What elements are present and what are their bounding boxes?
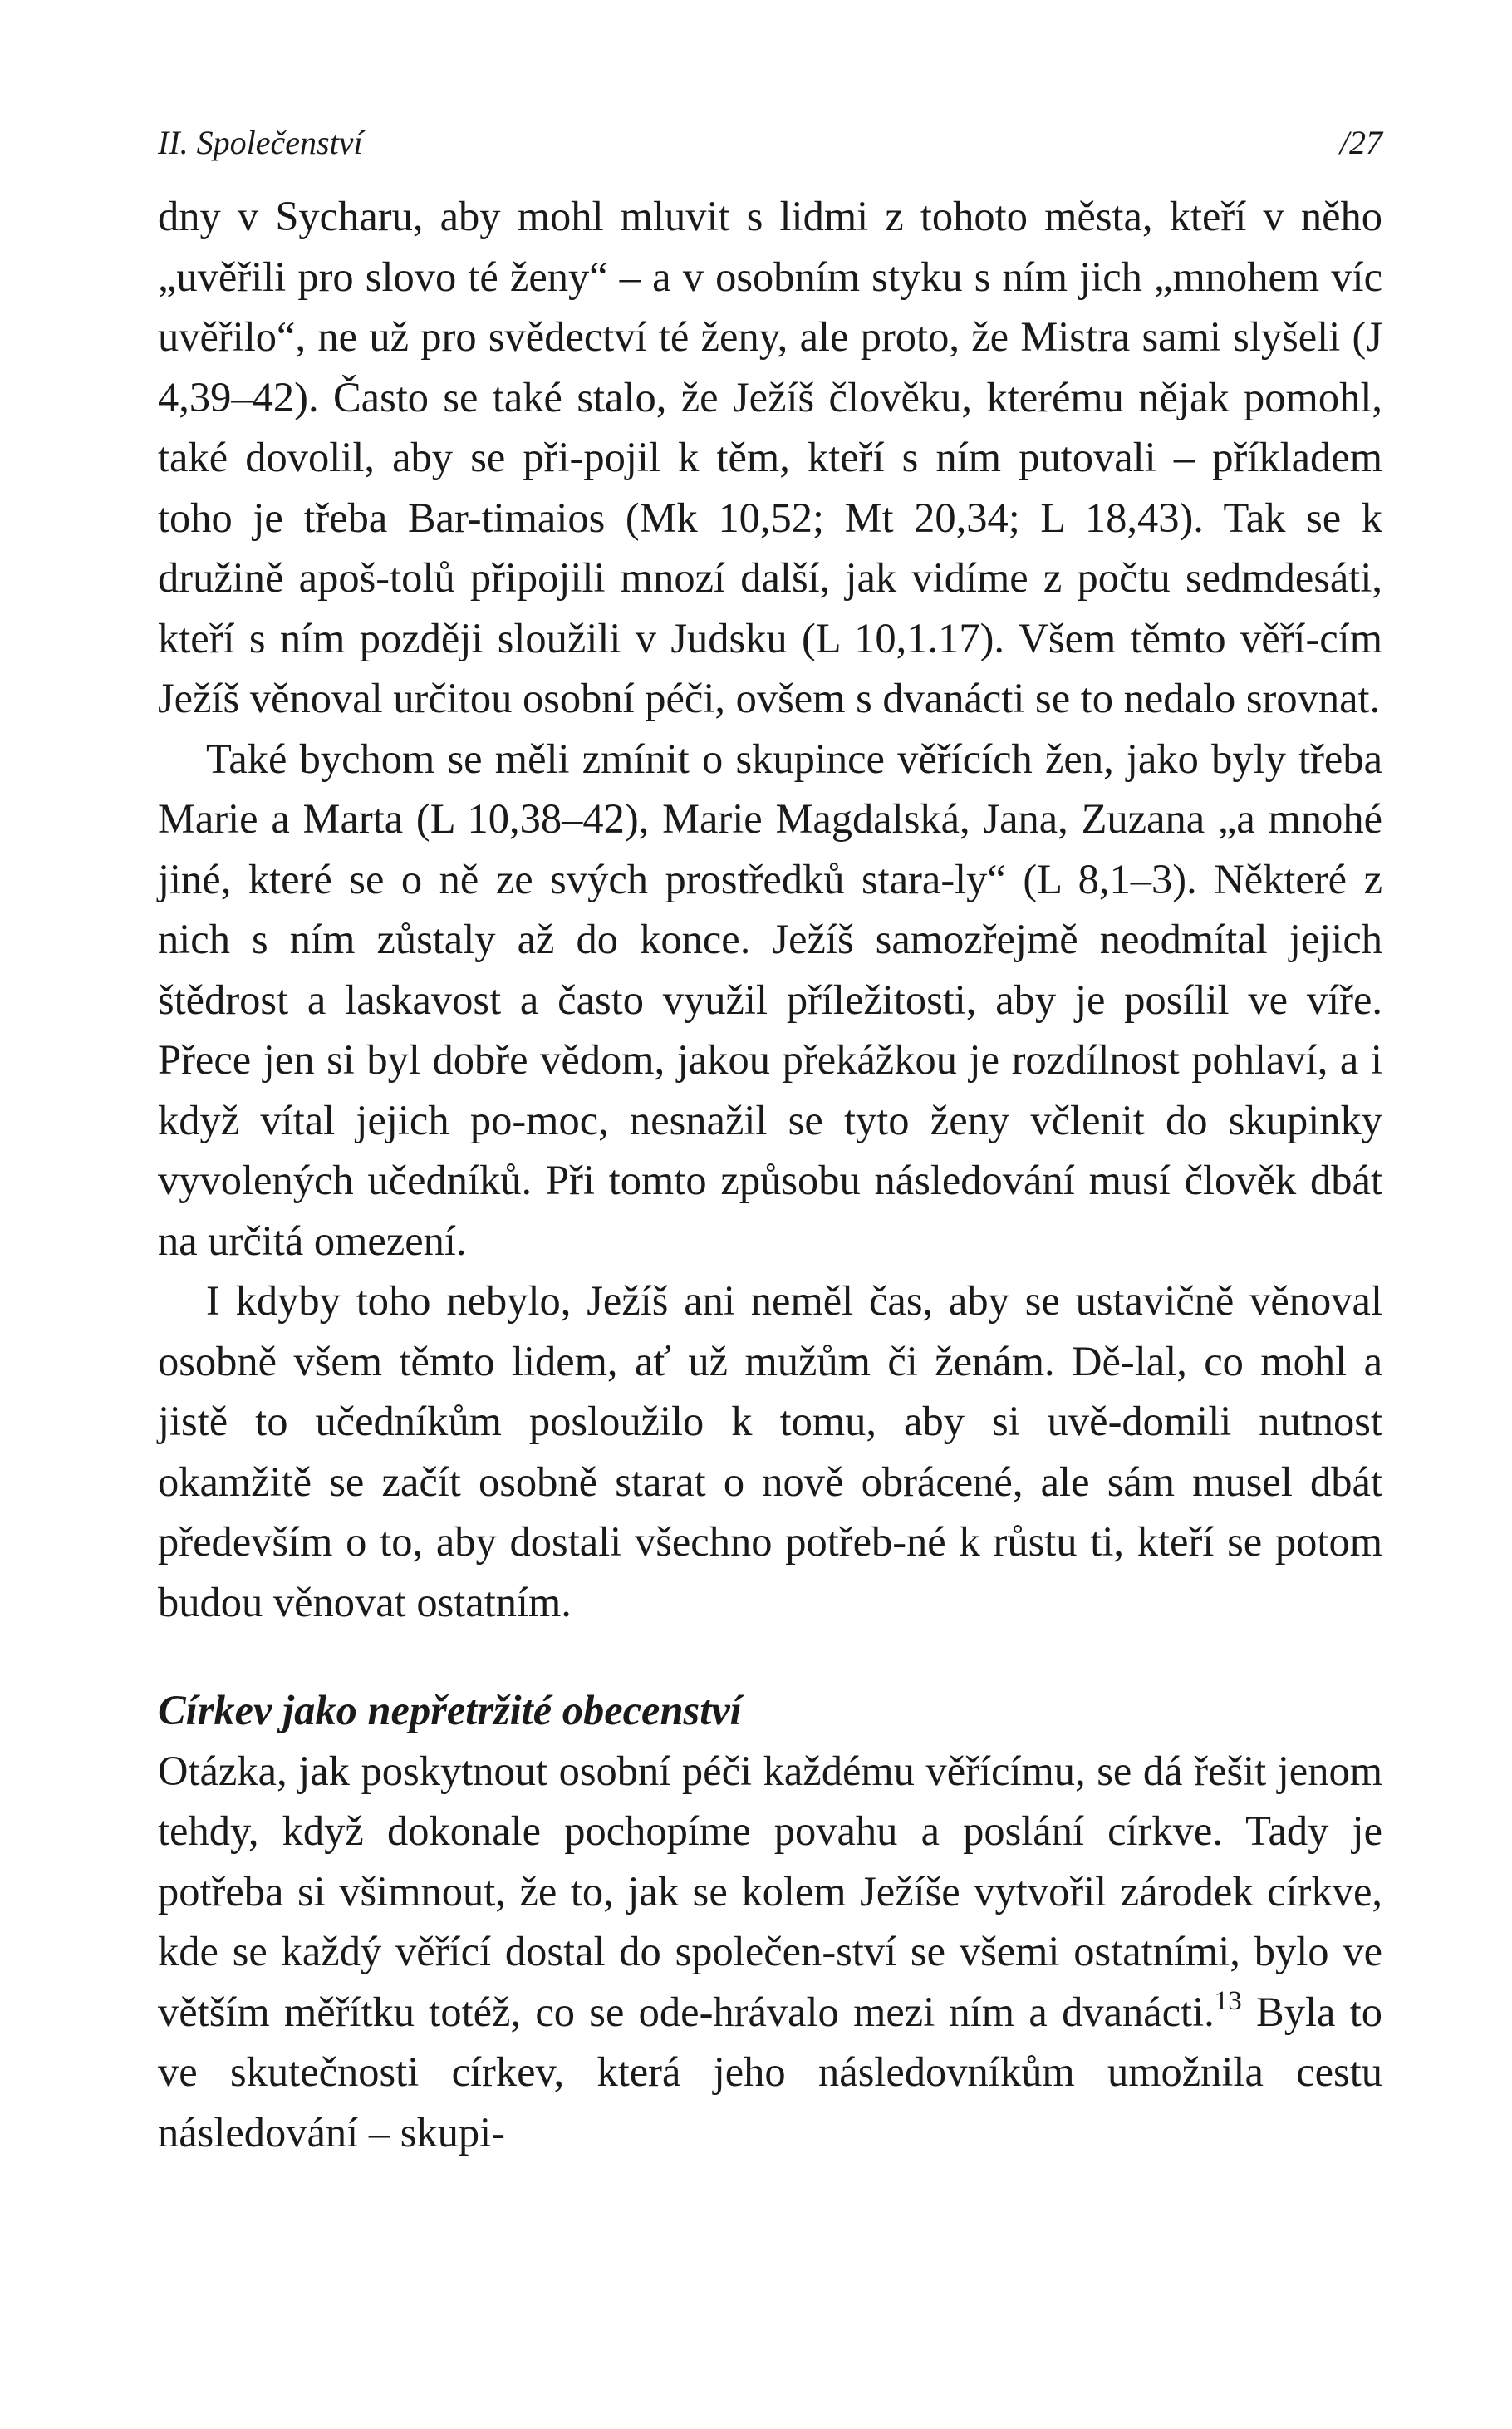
paragraph: I kdyby toho nebylo, Ježíš ani neměl čas, aby se ustavičně věnoval osobně všem těmto lidem, ať už mužům či ženám. Dě-lal, co mohl a jistě to učedníkům posloužilo k tomu, aby si uvě-domili nutnost okamžitě se začít osobně starat o nově obrácené, ale sám musel dbát především o to, aby dostali všechno potřeb-né k růstu ti, kteří se potom budou věnovat ostatním.	[158, 1277, 1382, 1625]
paragraph: Také bychom se měli zmínit o skupince věřících žen, jako byly třeba Marie a Marta (L 10,38–42), Marie Magdalská, Jana, Zuzana „a mnohé jiné, které se o ně ze svých prostředků stara-ly“ (L 8,1–3). Některé z nich s ním zůstaly až do konce. Ježíš samozřejmě neodmítal jejich štědrost a laskavost a často využil příležitosti, aby je posílil ve víře. Přece jen si byl dobře vědom, jakou překážkou je rozdílnost pohlaví, a i když vítal jejich po-moc, nesnažil se tyto ženy včlenit do skupinky vyvolených učedníků. Při tomto způsobu následování musí člověk dbát na určitá omezení.	[158, 735, 1382, 1264]
footnote-reference: 13	[1214, 1985, 1242, 2016]
chapter-title: II. Společenství	[158, 124, 363, 161]
running-head	[158, 123, 1382, 173]
section-heading: Církev jako nepřetržité obecenství	[158, 1687, 742, 1733]
body-text	[158, 186, 1382, 2162]
paragraph: dny v Sycharu, aby mohl mluvit s lidmi z tohoto města, kteří v něho „uvěřili pro slovo té ženy“ – a v osobním styku s ním jich „mnohem víc uvěřilo“, ne už pro svědectví té ženy, ale proto, že Mistra sami slyšeli (J 4,39–42). Často se také stalo, že Ježíš člověku, kterému nějak pomohl, také dovolil, aby se při-pojil k těm, kteří s ním putovali – příkladem toho je třeba Bar-timaios (Mk 10,52; Mt 20,34; L 18,43). Tak se k družině apoš-tolů připojili mnozí další, jak vidíme z počtu sedmdesáti, kteří s ním později sloužili v Judsku (L 10,1.17). Všem těmto věří-cím Ježíš věnoval určitou osobní péči, ovšem s dvanácti se to nedalo srovnat.	[158, 193, 1382, 721]
section-text-part-1: Otázka, jak poskytnout osobní péči každému věřícímu, se dá řešit jenom tehdy, když dokonale pochopíme povahu a poslání církve. Tady je potřeba si všimnout, že to, jak se kolem Ježíše vytvořil zárodek církve, kde se každý věřící dostal do společen-ství se všemi ostatními, bylo ve větším měřítku totéž, co se ode-hrávalo mezi ním a dvanácti.	[158, 1747, 1382, 2035]
section-paragraph	[158, 1741, 1382, 2163]
section-text-part-2: Byla to ve skutečnosti církev, která jeho následovníkům umožnila cestu následování – skupi-	[158, 1988, 1382, 2156]
page-number: /27	[1339, 124, 1382, 161]
